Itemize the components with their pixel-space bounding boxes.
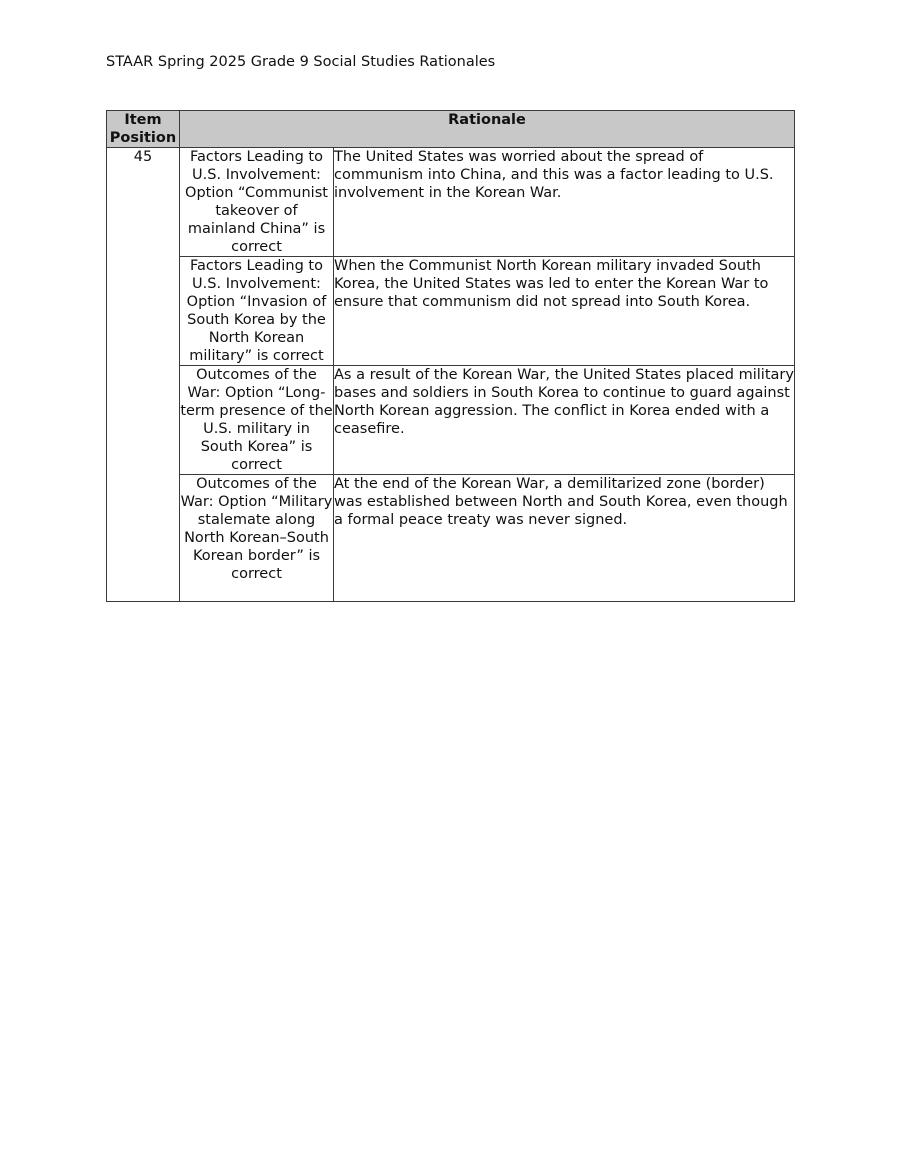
answer-option-cell [180, 148, 334, 257]
table-row [107, 366, 795, 475]
rationale-text: The United States was worried about the spread of communism into China, and this was a factor leading to U.S. involvement in the Korean War. [334, 149, 774, 201]
answer-option-cell [180, 257, 334, 366]
answer-option-text: Factors Leading to U.S. Involvement: Option “Invasion of South Korea by the North Korean military” is correct [186, 258, 327, 364]
rationale-cell [334, 257, 795, 366]
answer-option-text: Outcomes of the War: Option “Military stalemate along North Korean–South Korean border” is correct [180, 476, 333, 582]
answer-option-cell [180, 475, 334, 602]
rationale-table [106, 110, 795, 602]
table-row [107, 148, 795, 257]
rationale-text: As a result of the Korean War, the United States placed military bases and soldiers in South Korea to continue to guard against North Korean aggression. The conflict in Korea ended with a ceasefire. [334, 367, 794, 437]
answer-option-text: Outcomes of the War: Option “Long-term presence of the U.S. military in South Korea” is correct [180, 367, 333, 473]
item-position-cell: 45 [107, 148, 180, 602]
rationale-text: At the end of the Korean War, a demilitarized zone (border) was established between North and South Korea, even though a formal peace treaty was never signed. [334, 476, 788, 528]
document-header: STAAR Spring 2025 Grade 9 Social Studies Rationales [106, 54, 496, 70]
rationale-text: When the Communist North Korean military invaded South Korea, the United States was led to enter the Korean War to ensure that communism did not spread into South Korea. [334, 258, 769, 310]
table-row [107, 475, 795, 602]
answer-option-cell [180, 366, 334, 475]
item-position-header: Item Position [107, 111, 180, 148]
answer-option-text: Factors Leading to U.S. Involvement: Option “Communist takeover of mainland China” is correct [185, 149, 328, 255]
rationale-cell [334, 475, 795, 602]
rationale-header: Rationale [180, 111, 795, 148]
table-header-row [107, 111, 795, 148]
table-row [107, 257, 795, 366]
rationale-cell [334, 148, 795, 257]
rationale-cell [334, 366, 795, 475]
